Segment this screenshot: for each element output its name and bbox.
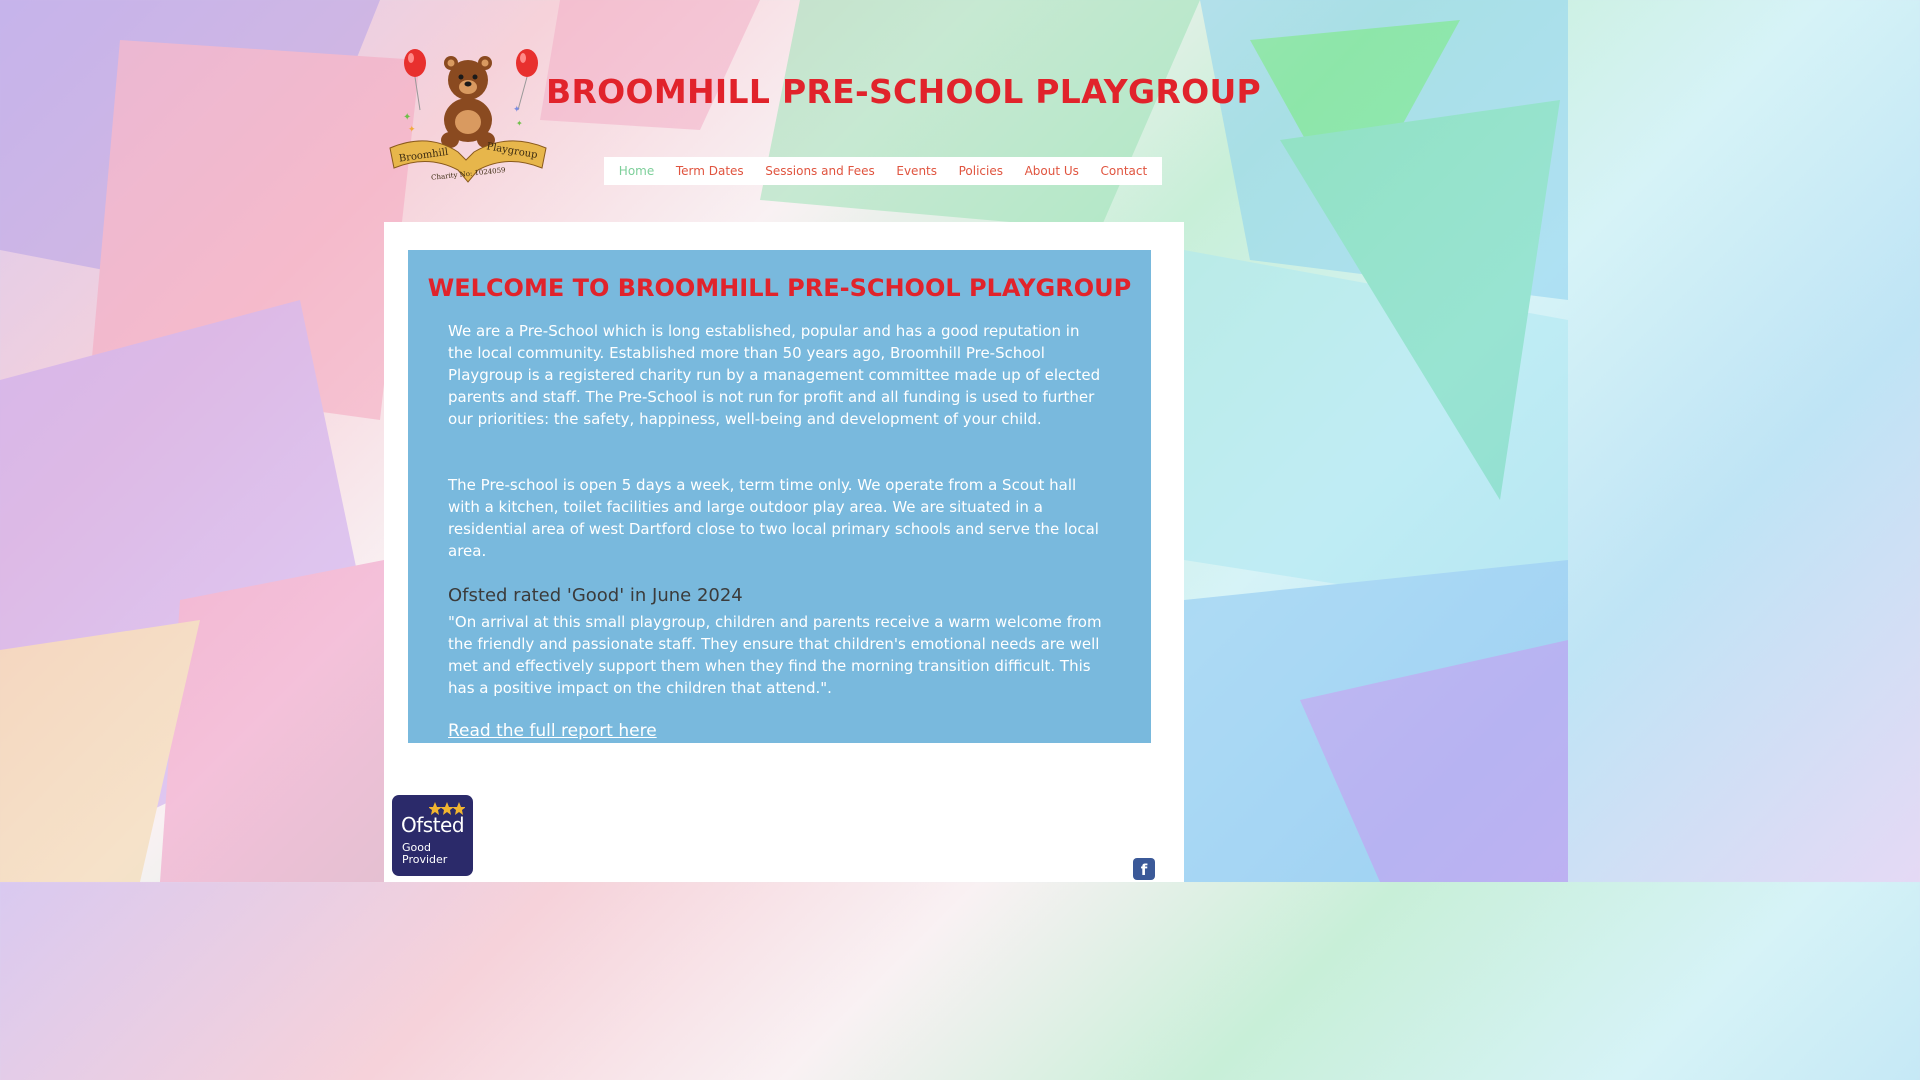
main-nav xyxy=(604,157,1162,185)
balloon-icon-left xyxy=(404,49,426,110)
broomhill-logo[interactable] xyxy=(388,40,548,185)
ofsted-heading: Ofsted rated 'Good' in June 2024 xyxy=(448,585,743,606)
ofsted-good-provider-badge[interactable] xyxy=(392,795,473,876)
nav-item-term-dates[interactable]: Term Dates xyxy=(675,164,744,178)
welcome-heading: WELCOME TO BROOMHILL PRE-SCHOOL PLAYGROUP xyxy=(427,274,1132,302)
svg-text:✦: ✦ xyxy=(408,125,416,135)
ofsted-quote: "On arrival at this small playgroup, children and parents receive a warm welcome from the friendly and passionate staff. They ensure that children's emotional needs are well met and effectively support them when they find the morning transition difficult. This has a positive impact on the children that attend.". xyxy=(448,613,1102,697)
ofsted-word: Ofsted xyxy=(401,813,465,837)
nav-item-policies[interactable]: Policies xyxy=(958,164,1003,178)
nav-item-about-us[interactable]: About Us xyxy=(1024,164,1079,178)
svg-text:✦: ✦ xyxy=(513,105,521,115)
logo-top-text-left: Broomhill xyxy=(398,146,449,165)
nav-item-sessions-and-fees[interactable]: Sessions and Fees xyxy=(765,164,875,178)
intro-paragraph: We are a Pre-School which is long established, popular and has a good reputation in the local community. Established more than 50 years ago, Broomhill Pre-School Playgroup is a registered charity run by a management committee made up of elected parents and staff. The Pre-School is not run for profit and all funding is used to further our priorities: the safety, happiness, well-being and development of your child. xyxy=(448,322,1101,428)
nav-item-contact[interactable]: Contact xyxy=(1100,164,1148,178)
teddy-bear-icon xyxy=(441,56,495,148)
svg-text:✦: ✦ xyxy=(516,119,523,128)
balloon-icon-right xyxy=(516,49,538,110)
logo-top-text-right: Playgroup xyxy=(485,141,539,162)
nav-item-events[interactable]: Events xyxy=(896,164,938,178)
ofsted-rating xyxy=(402,842,447,866)
facilities-paragraph: The Pre-school is open 5 days a week, term time only. We operate from a Scout hall with a kitchen, toilet facilities and large outdoor play area. We are situated in a residential area of west Dartford close to two local primary schools and serve the local area. xyxy=(448,476,1099,560)
ofsted-rating-line1: Good xyxy=(402,841,431,854)
site-title: BROOMHILL PRE-SCHOOL PLAYGROUP xyxy=(546,72,1262,111)
facebook-icon[interactable]: f xyxy=(1133,858,1155,880)
nav-item-home[interactable]: Home xyxy=(618,164,655,178)
full-report-link[interactable]: Read the full report here xyxy=(448,721,657,741)
ofsted-rating-line2: Provider xyxy=(402,853,448,866)
logo-charity-text: Charity No: 1024059 xyxy=(430,166,506,182)
svg-text:✦: ✦ xyxy=(403,112,412,123)
